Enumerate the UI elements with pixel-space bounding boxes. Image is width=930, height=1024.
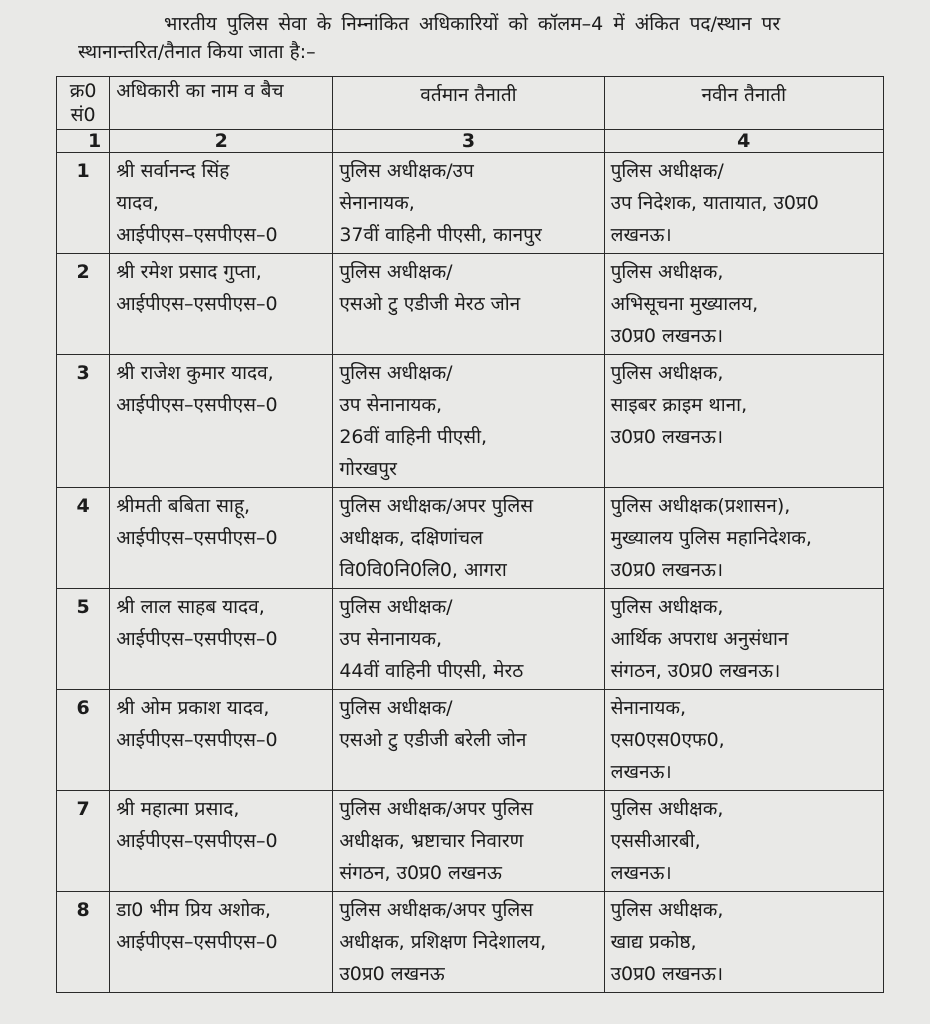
new-posting-cell [604, 892, 883, 993]
new-posting-line: उ0प्र0 लखनऊ। [610, 325, 724, 347]
new-posting-line: पुलिस अधीक्षक, [610, 596, 724, 618]
current-posting-line: उ0प्र0 लखनऊ [339, 963, 445, 985]
serial-number: 2 [57, 254, 110, 355]
officer-name-cell [110, 153, 333, 254]
new-posting-cell [604, 589, 883, 690]
officer-name-line: श्री ओम प्रकाश यादव, [116, 697, 270, 719]
serial-number: 8 [57, 892, 110, 993]
new-posting-line: एस0एस0एफ0, [610, 729, 725, 751]
officer-name-cell [110, 488, 333, 589]
new-posting-line: उप निदेशक, यातायात, उ0प्र0 [610, 192, 819, 214]
new-posting-line: मुख्यालय पुलिस महानिदेशक, [610, 527, 812, 549]
new-posting-line: उ0प्र0 लखनऊ। [610, 559, 724, 581]
current-posting-line: अधीक्षक, दक्षिणांचल [339, 527, 483, 549]
new-posting-line: पुलिस अधीक्षक, [610, 798, 724, 820]
header-serial: क्र0 सं0 [57, 77, 110, 130]
officer-name-line: श्री सर्वानन्द सिंह [116, 160, 230, 182]
current-posting-cell [333, 589, 604, 690]
header-current-posting: वर्तमान तैनाती [333, 77, 604, 130]
new-posting-line: लखनऊ। [610, 761, 672, 783]
new-posting-cell [604, 254, 883, 355]
table-row [57, 153, 884, 254]
new-posting-line: आर्थिक अपराध अनुसंधान [610, 628, 789, 650]
officer-name-cell [110, 254, 333, 355]
current-posting-line: पुलिस अधीक्षक/अपर पुलिस [339, 798, 534, 820]
officer-name-line: श्री महात्मा प्रसाद, [116, 798, 240, 820]
current-posting-cell [333, 153, 604, 254]
serial-number: 7 [57, 791, 110, 892]
table-row [57, 589, 884, 690]
current-posting-cell [333, 791, 604, 892]
new-posting-line: पुलिस अधीक्षक, [610, 899, 724, 921]
column-number: 1 [57, 130, 110, 153]
officer-name-line: आईपीएस–एसपीएस–0 [116, 293, 278, 315]
officer-name-line: आईपीएस–एसपीएस–0 [116, 224, 278, 246]
table-row [57, 254, 884, 355]
officer-name-line: आईपीएस–एसपीएस–0 [116, 527, 278, 549]
column-number: 3 [333, 130, 604, 153]
current-posting-line: पुलिस अधीक्षक/ [339, 697, 453, 719]
new-posting-line: साइबर क्राइम थाना, [610, 394, 748, 416]
officer-name-cell [110, 892, 333, 993]
officer-name-line: आईपीएस–एसपीएस–0 [116, 628, 278, 650]
current-posting-line: एसओ टु एडीजी मेरठ जोन [339, 293, 521, 315]
new-posting-line: लखनऊ। [610, 862, 672, 884]
current-posting-line: 44वीं वाहिनी पीएसी, मेरठ [339, 660, 524, 682]
intro-line-1: भारतीय पुलिस सेवा के निम्नांकित अधिकारियों को कॉलम–4 में अंकित पद/स्थान पर [164, 13, 781, 35]
officer-name-line: आईपीएस–एसपीएस–0 [116, 394, 278, 416]
serial-number: 1 [57, 153, 110, 254]
column-number-row [57, 130, 884, 153]
current-posting-line: पुलिस अधीक्षक/उप [339, 160, 474, 182]
header-new-posting: नवीन तैनाती [604, 77, 883, 130]
current-posting-line: उप सेनानायक, [339, 628, 443, 650]
current-posting-line: संगठन, उ0प्र0 लखनऊ [339, 862, 502, 884]
new-posting-line: खाद्य प्रकोष्ठ, [610, 931, 697, 953]
table-row [57, 892, 884, 993]
current-posting-line: पुलिस अधीक्षक/ [339, 261, 453, 283]
officer-name-cell [110, 589, 333, 690]
new-posting-cell [604, 690, 883, 791]
officer-name-cell [110, 355, 333, 488]
officer-name-line: श्री रमेश प्रसाद गुप्ता, [116, 261, 262, 283]
current-posting-line: एसओ टु एडीजी बरेली जोन [339, 729, 527, 751]
new-posting-line: सेनानायक, [610, 697, 686, 719]
current-posting-cell [333, 355, 604, 488]
current-posting-line: पुलिस अधीक्षक/अपर पुलिस [339, 495, 534, 517]
new-posting-cell [604, 791, 883, 892]
header-row [57, 77, 884, 130]
current-posting-cell [333, 254, 604, 355]
column-number: 2 [110, 130, 333, 153]
current-posting-line: 37वीं वाहिनी पीएसी, कानपुर [339, 224, 542, 246]
current-posting-line: वि0वि0नि0लि0, आगरा [339, 559, 507, 581]
serial-number: 3 [57, 355, 110, 488]
table-row [57, 355, 884, 488]
new-posting-line: अभिसूचना मुख्यालय, [610, 293, 759, 315]
header-officer-name: अधिकारी का नाम व बैच [110, 77, 333, 130]
table-row [57, 488, 884, 589]
officer-name-line: डा0 भीम प्रिय अशोक, [116, 899, 271, 921]
intro-line-2: स्थानान्तरित/तैनात किया जाता है:– [78, 41, 316, 63]
officer-name-cell [110, 690, 333, 791]
serial-number: 4 [57, 488, 110, 589]
current-posting-cell [333, 488, 604, 589]
current-posting-line: अधीक्षक, प्रशिक्षण निदेशालय, [339, 931, 547, 953]
new-posting-line: संगठन, उ0प्र0 लखनऊ। [610, 660, 781, 682]
officer-name-line: श्रीमती बबिता साहू, [116, 495, 251, 517]
new-posting-line: पुलिस अधीक्षक(प्रशासन), [610, 495, 791, 517]
new-posting-line: एससीआरबी, [610, 830, 701, 852]
current-posting-line: 26वीं वाहिनी पीएसी, [339, 426, 488, 448]
current-posting-line: अधीक्षक, भ्रष्टाचार निवारण [339, 830, 524, 852]
serial-number: 6 [57, 690, 110, 791]
officer-name-line: श्री राजेश कुमार यादव, [116, 362, 274, 384]
current-posting-line: उप सेनानायक, [339, 394, 443, 416]
officer-name-line: यादव, [116, 192, 159, 214]
officer-name-line: आईपीएस–एसपीएस–0 [116, 830, 278, 852]
current-posting-line: पुलिस अधीक्षक/ [339, 596, 453, 618]
new-posting-line: उ0प्र0 लखनऊ। [610, 426, 724, 448]
officer-name-line: आईपीएस–एसपीएस–0 [116, 931, 278, 953]
officer-name-cell [110, 791, 333, 892]
new-posting-cell [604, 355, 883, 488]
intro-paragraph [78, 10, 888, 66]
table-row [57, 690, 884, 791]
column-number: 4 [604, 130, 883, 153]
new-posting-line: पुलिस अधीक्षक, [610, 261, 724, 283]
new-posting-line: पुलिस अधीक्षक/ [610, 160, 724, 182]
current-posting-line: पुलिस अधीक्षक/अपर पुलिस [339, 899, 534, 921]
new-posting-line: उ0प्र0 लखनऊ। [610, 963, 724, 985]
serial-number: 5 [57, 589, 110, 690]
table-row [57, 791, 884, 892]
current-posting-line: सेनानायक, [339, 192, 415, 214]
new-posting-line: पुलिस अधीक्षक, [610, 362, 724, 384]
new-posting-cell [604, 488, 883, 589]
new-posting-line: लखनऊ। [610, 224, 672, 246]
current-posting-line: गोरखपुर [339, 458, 397, 480]
current-posting-line: पुलिस अधीक्षक/ [339, 362, 453, 384]
officer-name-line: श्री लाल साहब यादव, [116, 596, 265, 618]
current-posting-cell [333, 892, 604, 993]
new-posting-cell [604, 153, 883, 254]
current-posting-cell [333, 690, 604, 791]
transfer-table [56, 76, 884, 993]
officer-name-line: आईपीएस–एसपीएस–0 [116, 729, 278, 751]
